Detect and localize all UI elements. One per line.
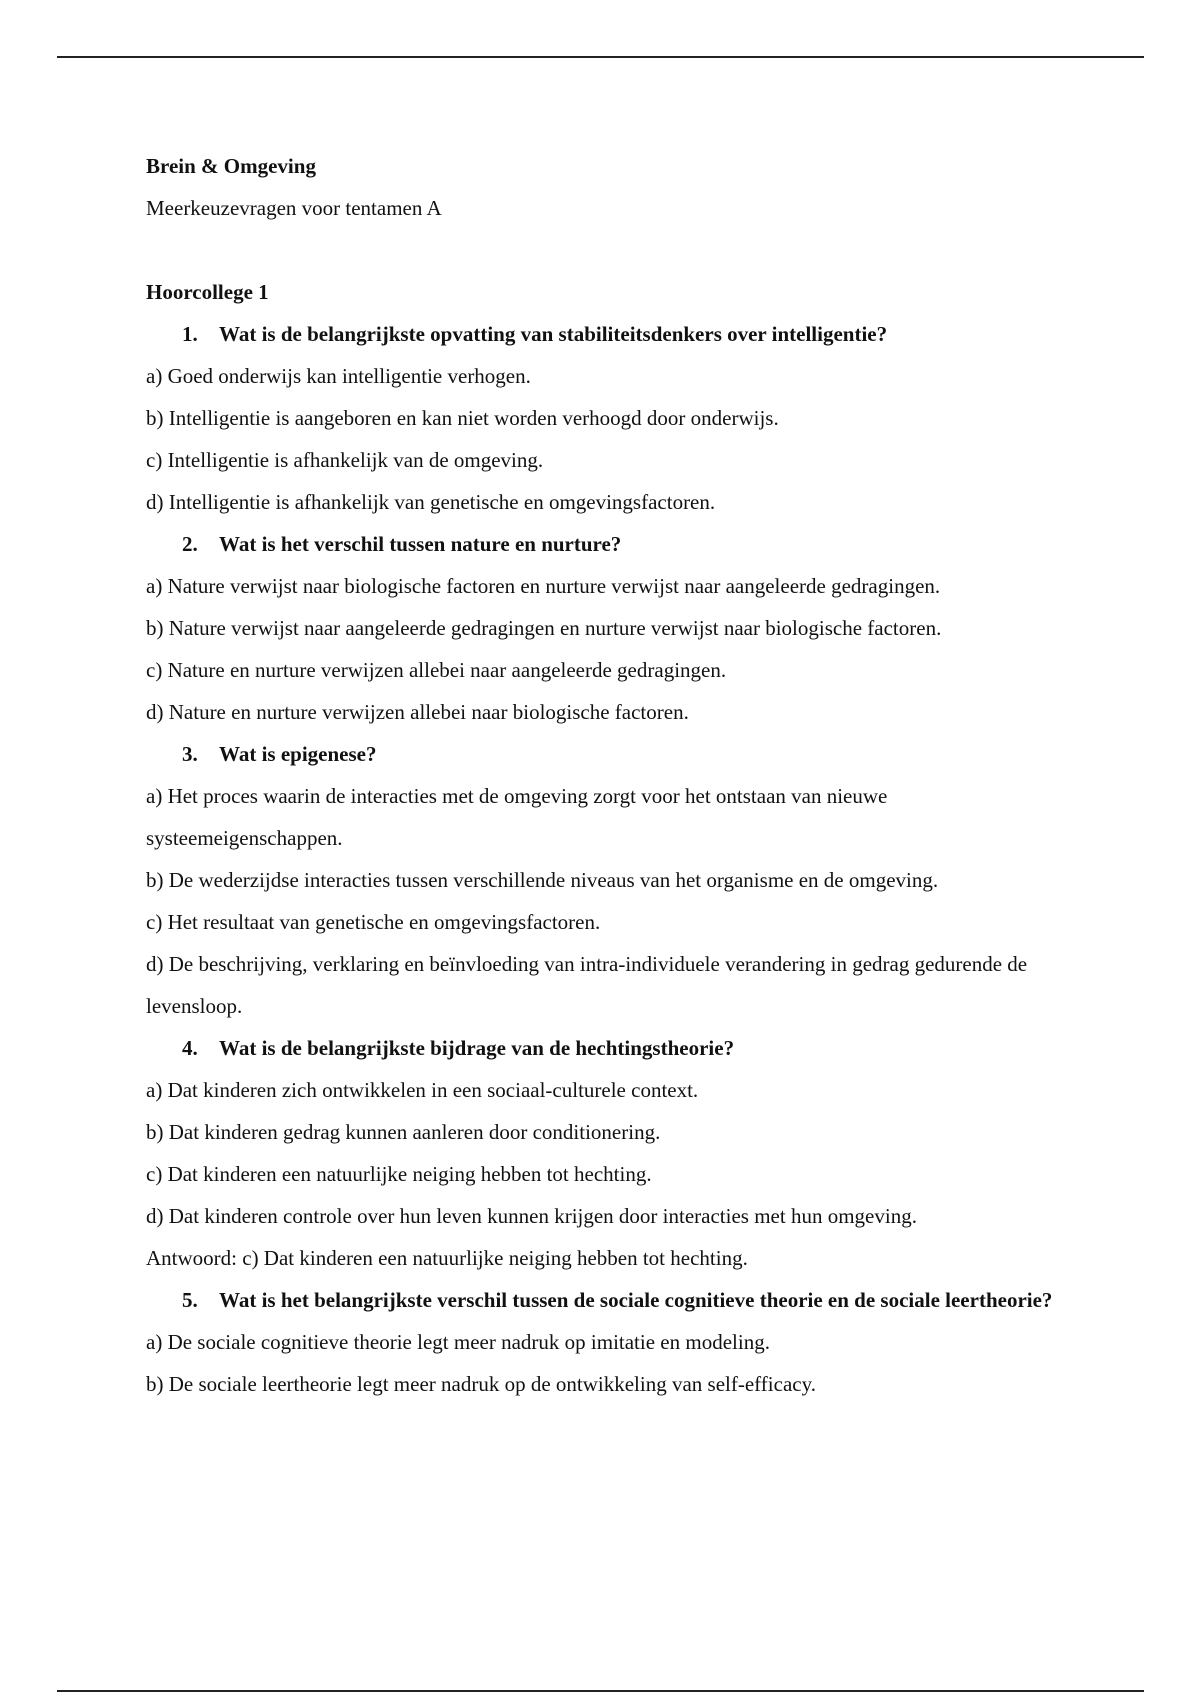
question-heading [146, 733, 1086, 775]
answer-option: b) Nature verwijst naar aangeleerde gedragingen en nurture verwijst naar biologische factoren. [146, 616, 942, 640]
question-text: Wat is epigenese? [219, 742, 377, 766]
question-number: 1. [182, 322, 198, 346]
answer-option: b) De wederzijdse interacties tussen verschillende niveaus van het organisme en de omgeving. [146, 868, 939, 892]
answer-option: d) Dat kinderen controle over hun leven kunnen krijgen door interacties met hun omgeving. [146, 1204, 917, 1228]
answer-option: a) Nature verwijst naar biologische factoren en nurture verwijst naar aangeleerde gedragingen. [146, 574, 941, 598]
answer-option: b) De sociale leertheorie legt meer nadruk op de ontwikkeling van self-efficacy. [146, 1372, 816, 1396]
question-text: Wat is de belangrijkste bijdrage van de hechtingstheorie? [219, 1036, 735, 1060]
answer-option: a) Goed onderwijs kan intelligentie verhogen. [146, 364, 531, 388]
question-text: Wat is het belangrijkste verschil tussen de sociale cognitieve theorie en de sociale leertheorie? [219, 1288, 1053, 1312]
answer-option: d) De beschrijving, verklaring en beïnvloeding van intra-individuele verandering in gedrag gedurende de levensloop. [146, 952, 1028, 1018]
answer-option: a) Dat kinderen zich ontwikkelen in een sociaal-culturele context. [146, 1078, 699, 1102]
answer-option: c) Dat kinderen een natuurlijke neiging hebben tot hechting. [146, 1162, 652, 1186]
question-heading [146, 523, 1086, 565]
answer-option: c) Intelligentie is afhankelijk van de omgeving. [146, 448, 544, 472]
answer-option: b) Dat kinderen gedrag kunnen aanleren door conditionering. [146, 1120, 661, 1144]
question-text: Wat is het verschil tussen nature en nurture? [219, 532, 622, 556]
question-number: 2. [182, 532, 198, 556]
answer-option: b) Intelligentie is aangeboren en kan niet worden verhoogd door onderwijs. [146, 406, 779, 430]
answer-option: c) Het resultaat van genetische en omgevingsfactoren. [146, 910, 601, 934]
document-body [146, 145, 1086, 1405]
document-title: Brein & Omgeving [146, 154, 316, 178]
question-number: 5. [182, 1288, 198, 1312]
document-subtitle: Meerkeuzevragen voor tentamen A [146, 196, 442, 220]
answer-option: d) Nature en nurture verwijzen allebei naar biologische factoren. [146, 700, 689, 724]
answer-option: a) De sociale cognitieve theorie legt meer nadruk op imitatie en modeling. [146, 1330, 770, 1354]
answer-option: a) Het proces waarin de interacties met de omgeving zorgt voor het ontstaan van nieuwe systeemeigenschappen. [146, 784, 888, 850]
spacer [146, 229, 1086, 271]
top-rule [57, 56, 1144, 58]
question-text: Wat is de belangrijkste opvatting van stabiliteitsdenkers over intelligentie? [219, 322, 888, 346]
section-heading: Hoorcollege 1 [146, 280, 269, 304]
question-heading [146, 313, 1086, 355]
answer-option: c) Nature en nurture verwijzen allebei naar aangeleerde gedragingen. [146, 658, 727, 682]
answer-key: Antwoord: c) Dat kinderen een natuurlijke neiging hebben tot hechting. [146, 1246, 748, 1270]
bottom-rule [57, 1690, 1144, 1692]
question-heading [146, 1027, 1086, 1069]
answer-option: d) Intelligentie is afhankelijk van genetische en omgevingsfactoren. [146, 490, 716, 514]
question-number: 4. [182, 1036, 198, 1060]
question-number: 3. [182, 742, 198, 766]
question-heading [146, 1279, 1086, 1321]
